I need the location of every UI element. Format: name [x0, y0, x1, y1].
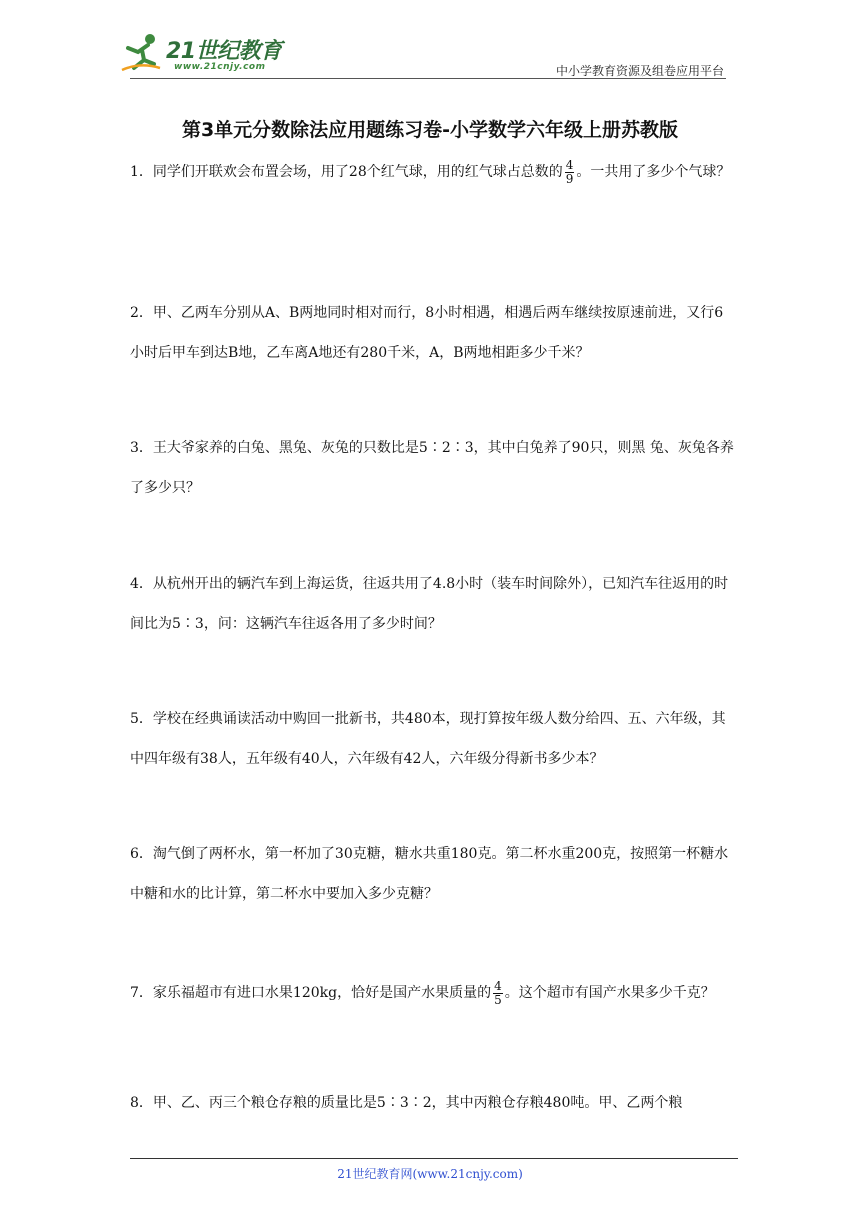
page-title: 第3单元分数除法应用题练习卷-小学数学六年级上册苏教版 [181, 119, 679, 141]
fraction-numerator: 4 [565, 157, 574, 172]
page-footer: 21世纪教育网(www.21cnjy.com) [337, 1167, 523, 1181]
fraction-numerator: 4 [494, 978, 502, 993]
fraction [565, 159, 575, 186]
question-2: 2．甲、乙两车分别从A、B两地同时相对而行，8小时相遇，相遇后两车继续按原速前进，又行6小时后甲车到达B地，乙车离A地还有280千米，A，B两地相距多少千米？ [130, 305, 724, 361]
question-7 [130, 973, 736, 1013]
question-1 [130, 152, 736, 192]
footer-divider [130, 1158, 738, 1159]
header-divider [130, 78, 726, 79]
site-logo [120, 30, 300, 78]
fraction-denominator: 9 [565, 171, 574, 186]
question-5: 5．学校在经典诵读活动中购回一批新书，共480本，现打算按年级人数分给四、五、六年级，其中四年级有38人，五年级有40人，六年级有42人，六年级分得新书多少本？ [130, 711, 726, 767]
fraction [493, 980, 503, 1007]
question-text: 。一共用了多少个气球？ [576, 164, 731, 180]
question-8: 8．甲、乙、丙三个粮仓存粮的质量比是5∶3∶2，其中丙粮仓存粮480吨。甲、乙两个粮 [130, 1095, 683, 1111]
question-3: 3．王大爷家养的白兔、黑兔、灰兔的只数比是5∶2∶3，其中白兔养了90只，则黑 兔、灰兔各养了多少只？ [130, 440, 734, 496]
page-header [120, 30, 740, 80]
question-4: 4．从杭州开出的辆汽车到上海运货，往返共用了4.8小时（装车时间除外），已知汽车往返用的时间比为5∶3，问：这辆汽车往返各用了多少时间？ [130, 576, 729, 632]
platform-tagline: 中小学教育资源及组卷应用平台 [555, 64, 724, 78]
logo-text: 21世纪教育 [166, 39, 282, 64]
question-text: 7．家乐福超市有进口水果120kg，恰好是国产水果质量的 [130, 985, 492, 1001]
logo-url: www.21cnjy.com [174, 62, 266, 72]
question-text: 。这个超市有国产水果多少千克？ [504, 985, 715, 1001]
question-text: 1．同学们开联欢会布置会场，用了28个红气球，用的红气球占总数的 [130, 164, 563, 180]
question-6: 6．淘气倒了两杯水，第一杯加了30克糖，糖水共重180克。第二杯水重200克，按照第一杯糖水中糖和水的比计算，第二杯水中要加入多少克糖？ [130, 846, 729, 902]
runner-logo-icon [120, 32, 164, 72]
fraction-denominator: 5 [494, 992, 502, 1007]
